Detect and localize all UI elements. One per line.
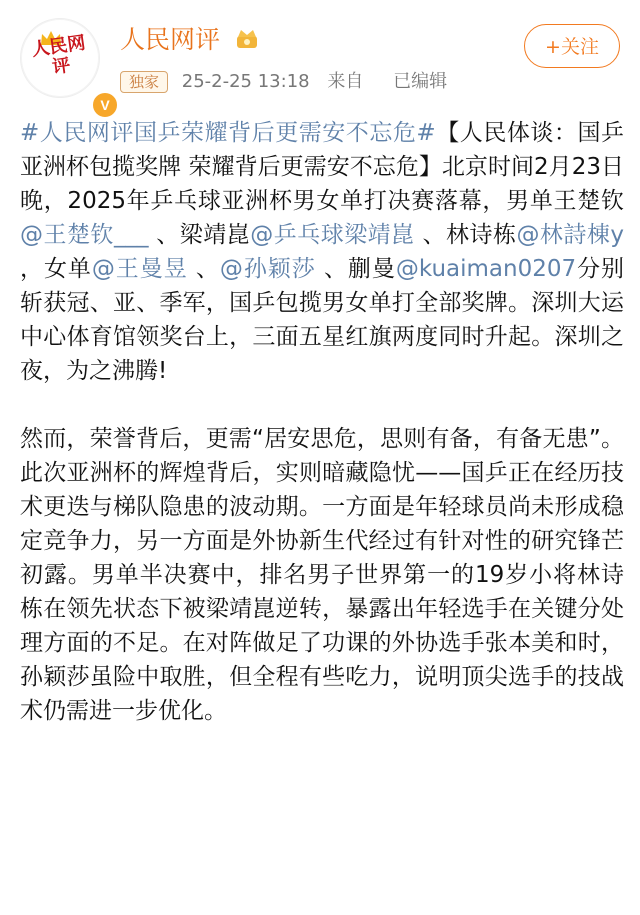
- text-segment: 、梁靖崑: [148, 222, 251, 248]
- gold-crown-icon: [234, 28, 260, 50]
- follow-button[interactable]: +关注: [524, 24, 620, 68]
- paragraph-1: [20, 116, 624, 388]
- post-header: [0, 0, 640, 113]
- verified-icon: V: [91, 91, 119, 119]
- exclusive-badge: 独家: [120, 71, 168, 93]
- avatar[interactable]: [20, 18, 110, 113]
- edited-label: 已编辑: [393, 71, 448, 92]
- account-name[interactable]: [120, 24, 260, 56]
- mention-kuai-man[interactable]: @kuaiman0207: [395, 256, 577, 282]
- text-segment: 分别斩获冠、亚、季军，国乒包揽男女单打全部奖牌。深圳大运中心体育馆领奖台上，三面五星红旗两度同时升起。深圳之夜，为之沸腾!: [20, 256, 625, 384]
- post-meta: [120, 70, 447, 94]
- text-segment: 、: [187, 256, 220, 282]
- mention-lin-shidong[interactable]: @林詩棟y: [516, 222, 625, 248]
- paragraph-2: 然而，荣誉背后，更需“居安思危，思则有备，有备无患”。此次亚洲杯的辉煌背后，实则暗藏隐忧——国乒正在经历技术更迭与梯队隐患的波动期。一方面是年轻球员尚未形成稳定竞争力，另一方面是外协新生代经过有针对性的研究锋芒初露。男单半决赛中，排名男子世界第一的19岁小将林诗栋在领先状态下被梁靖崑逆转，暴露出年轻选手在关键分处理方面的不足。在对阵做足了功课的外协选手张本美和时，孙颖莎虽险中取胜，但全程有些吃力，说明顶尖选手的技战术仍需进一步优化。: [20, 426, 624, 724]
- text-segment: 【人民体谈：国乒亚洲杯包揽奖牌 荣耀背后更需安不忘危】北京时间2月23日晚，2025年乒乓球亚洲杯男女单打决赛落幕，男单王楚钦: [20, 120, 625, 214]
- mention-wang-manyu[interactable]: @王曼昱: [91, 256, 188, 282]
- account-name-text: 人民网评: [120, 25, 221, 54]
- text-segment: 、林诗栋: [414, 222, 517, 248]
- avatar-logo: 人民网评: [30, 32, 87, 79]
- mention-sun-yingsha[interactable]: @孙颖莎: [219, 256, 316, 282]
- mention-liang-jingkun[interactable]: @乒乓球梁靖崑: [250, 222, 415, 248]
- post-date: 25-2-25 13:18: [181, 71, 310, 92]
- text-segment: 、蒯曼: [315, 256, 396, 282]
- hashtag-topic[interactable]: #人民网评国乒荣耀背后更需安不忘危#: [20, 120, 436, 146]
- text-segment: ，女单: [20, 256, 92, 282]
- post-content: [20, 116, 624, 728]
- source-label: 来自: [327, 71, 364, 92]
- mention-wang-chuqin[interactable]: @王楚钦___: [20, 222, 149, 248]
